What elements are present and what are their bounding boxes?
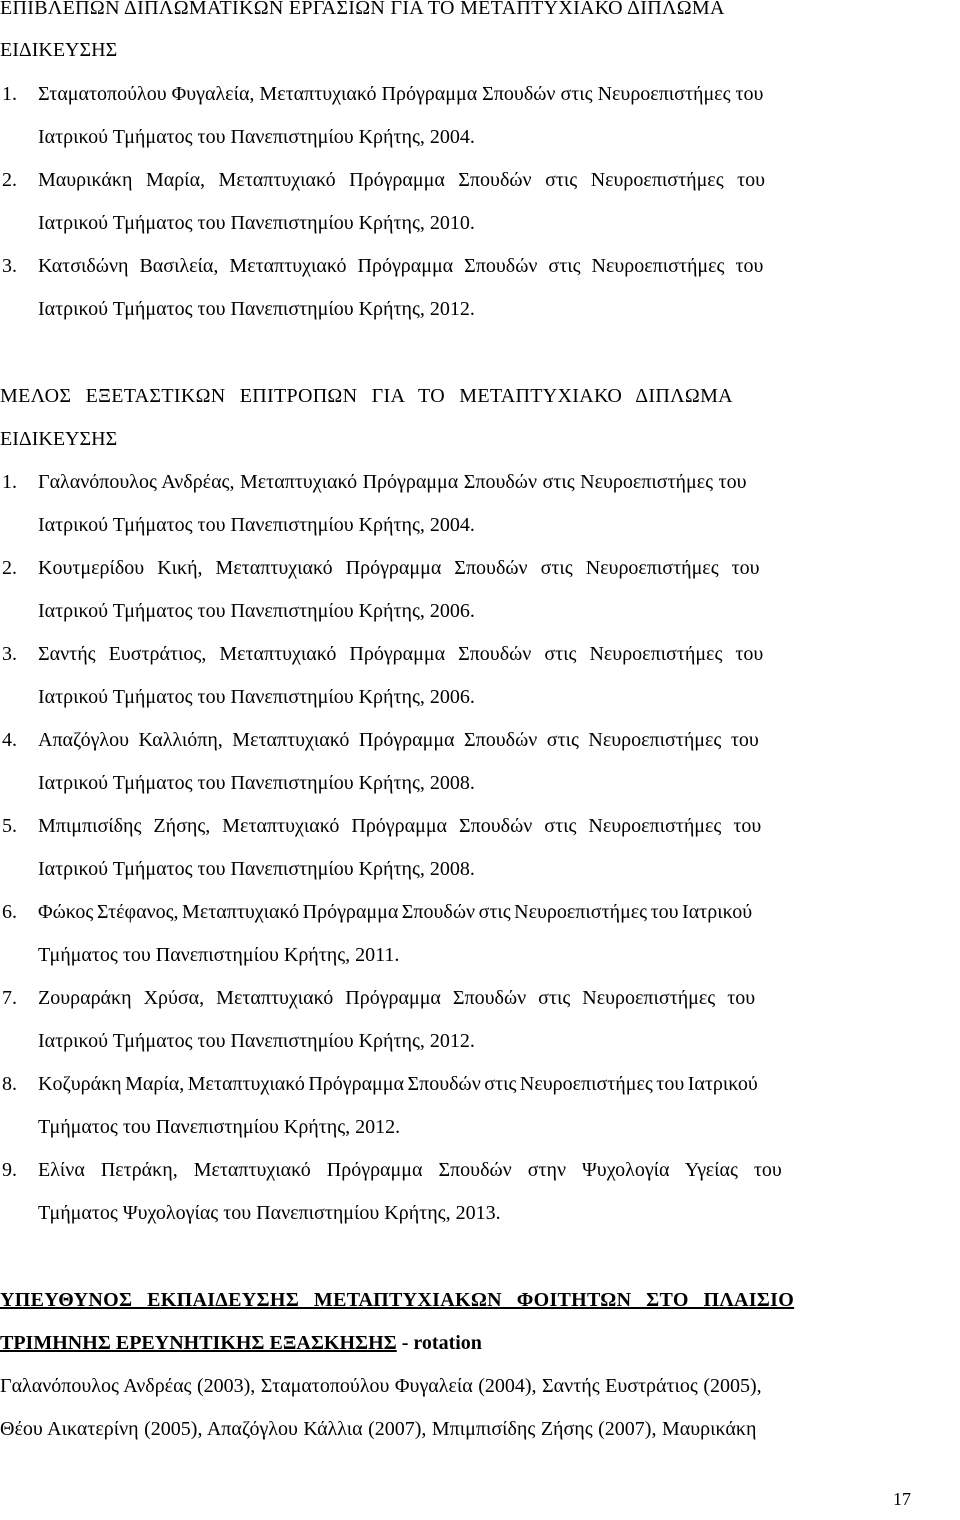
section2-title-line2: ΕΙΔΙΚΕΥΣΗΣ (0, 428, 118, 450)
section3-title-line1: ΥΠΕΥΘΥΝΟΣ ΕΚΠΑΙΔΕΥΣΗΣ ΜΕΤΑΠΤΥΧΙΑΚΩΝ ΦΟΙΤΗΤΩΝ ΣΤΟ ΠΛΑΙΣΙΟ (0, 1289, 795, 1311)
list-number: 1. (2, 471, 17, 493)
list-item-line1: Σαντής Ευστράτιος, Μεταπτυχιακό Πρόγραμμα Σπουδών στις Νευροεπιστήμες του (38, 643, 764, 665)
list-number: 3. (2, 643, 17, 665)
list-number: 1. (2, 83, 17, 105)
list-item-line1: Ζουραράκη Χρύσα, Μεταπτυχιακό Πρόγραμμα Σπουδών στις Νευροεπιστήμες του (38, 987, 756, 1009)
list-item-line2: Ιατρικού Τμήματος του Πανεπιστημίου Κρήτης, 2006. (38, 686, 475, 708)
section1-title-line2: ΕΙΔΙΚΕΥΣΗΣ (0, 39, 118, 61)
section3-title-line2 (0, 1331, 482, 1355)
list-item-line1: Κοζυράκη Μαρία, Μεταπτυχιακό Πρόγραμμα Σπουδών στις Νευροεπιστήμες του Ιατρικού (38, 1073, 758, 1095)
list-item-line2: Ιατρικού Τμήματος του Πανεπιστημίου Κρήτης, 2010. (38, 212, 475, 234)
list-item-line2: Ιατρικού Τμήματος του Πανεπιστημίου Κρήτης, 2004. (38, 126, 475, 148)
list-number: 5. (2, 815, 17, 837)
list-item-line2: Τμήματος του Πανεπιστημίου Κρήτης, 2012. (38, 1116, 401, 1138)
section3-title-underlined: ΤΡΙΜΗΝΗΣ ΕΡΕΥΝΗΤΙΚΗΣ ΕΞΑΣΚΗΣΗΣ (0, 1332, 397, 1354)
list-item-line1: Μπιμπισίδης Ζήσης, Μεταπτυχιακό Πρόγραμμα Σπουδών στις Νευροεπιστήμες του (38, 815, 762, 837)
section1-title-text: ΕΠΙΒΛΕΠΩΝ ΔΙΠΛΩΜΑΤΙΚΩΝ ΕΡΓΑΣΙΩΝ ΓΙΑ ΤΟ ΜΕΤΑΠΤΥΧΙΑΚΟ ΔΙΠΛΩΜΑ (0, 0, 725, 19)
list-item-line2: Ιατρικού Τμήματος του Πανεπιστημίου Κρήτης, 2012. (38, 1030, 475, 1052)
list-item-line2: Ιατρικού Τμήματος του Πανεπιστημίου Κρήτης, 2004. (38, 514, 475, 536)
list-item-line2: Τμήματος Ψυχολογίας του Πανεπιστημίου Κρήτης, 2013. (38, 1202, 501, 1224)
list-number: 9. (2, 1159, 17, 1181)
list-number: 7. (2, 987, 17, 1009)
list-item-line2: Ιατρικού Τμήματος του Πανεπιστημίου Κρήτης, 2006. (38, 600, 475, 622)
list-item-line1: Κουτμερίδου Κική, Μεταπτυχιακό Πρόγραμμα Σπουδών στις Νευροεπιστήμες του (38, 557, 760, 579)
list-item-line1: Σταματοπούλου Φυγαλεία, Μεταπτυχιακό Πρόγραμμα Σπουδών στις Νευροεπιστήμες του (38, 83, 764, 105)
page-number: 17 (893, 1489, 911, 1509)
list-number: 4. (2, 729, 17, 751)
list-item-line2: Ιατρικού Τμήματος του Πανεπιστημίου Κρήτης, 2012. (38, 298, 475, 320)
list-number: 2. (2, 169, 17, 191)
list-item-line2: Ιατρικού Τμήματος του Πανεπιστημίου Κρήτης, 2008. (38, 858, 475, 880)
list-item-line1: Ελίνα Πετράκη, Μεταπτυχιακό Πρόγραμμα Σπουδών στην Ψυχολογία Υγείας του (38, 1159, 782, 1181)
list-number: 2. (2, 557, 17, 579)
section3-body-line2: Θέου Αικατερίνη (2005), Απαζόγλου Κάλλια (2007), Μπιμπισίδης Ζήσης (2007), Μαυρικάκη (0, 1418, 757, 1440)
list-item-line1: Απαζόγλου Καλλιόπη, Μεταπτυχιακό Πρόγραμμα Σπουδών στις Νευροεπιστήμες του (38, 729, 759, 751)
section2-title-line1: ΜΕΛΟΣ ΕΞΕΤΑΣΤΙΚΩΝ ΕΠΙΤΡΟΠΩΝ ΓΙΑ ΤΟ ΜΕΤΑΠΤΥΧΙΑΚΟ ΔΙΠΛΩΜΑ (0, 385, 733, 407)
list-item-line1: Γαλανόπουλος Ανδρέας, Μεταπτυχιακό Πρόγραμμα Σπουδών στις Νευροεπιστήμες του (38, 471, 747, 493)
list-item-line1: Μαυρικάκη Μαρία, Μεταπτυχιακό Πρόγραμμα Σπουδών στις Νευροεπιστήμες του (38, 169, 766, 191)
list-item-line1: Κατσιδώνη Βασιλεία, Μεταπτυχιακό Πρόγραμμα Σπουδών στις Νευροεπιστήμες του (38, 255, 764, 277)
list-number: 6. (2, 901, 17, 923)
section3-title-suffix: - rotation (396, 1332, 482, 1354)
list-item-line1: Φώκος Στέφανος, Μεταπτυχιακό Πρόγραμμα Σπουδών στις Νευροεπιστήμες του Ιατρικού (38, 901, 753, 923)
section3-body-line1: Γαλανόπουλος Ανδρέας (2003), Σταματοπούλου Φυγαλεία (2004), Σαντής Ευστράτιος (2005), (0, 1375, 762, 1397)
list-item-line2: Ιατρικού Τμήματος του Πανεπιστημίου Κρήτης, 2008. (38, 772, 475, 794)
list-number: 3. (2, 255, 17, 277)
section1-title-line1 (0, 0, 958, 20)
list-item-line2: Τμήματος του Πανεπιστημίου Κρήτης, 2011. (38, 944, 400, 966)
list-number: 8. (2, 1073, 17, 1095)
